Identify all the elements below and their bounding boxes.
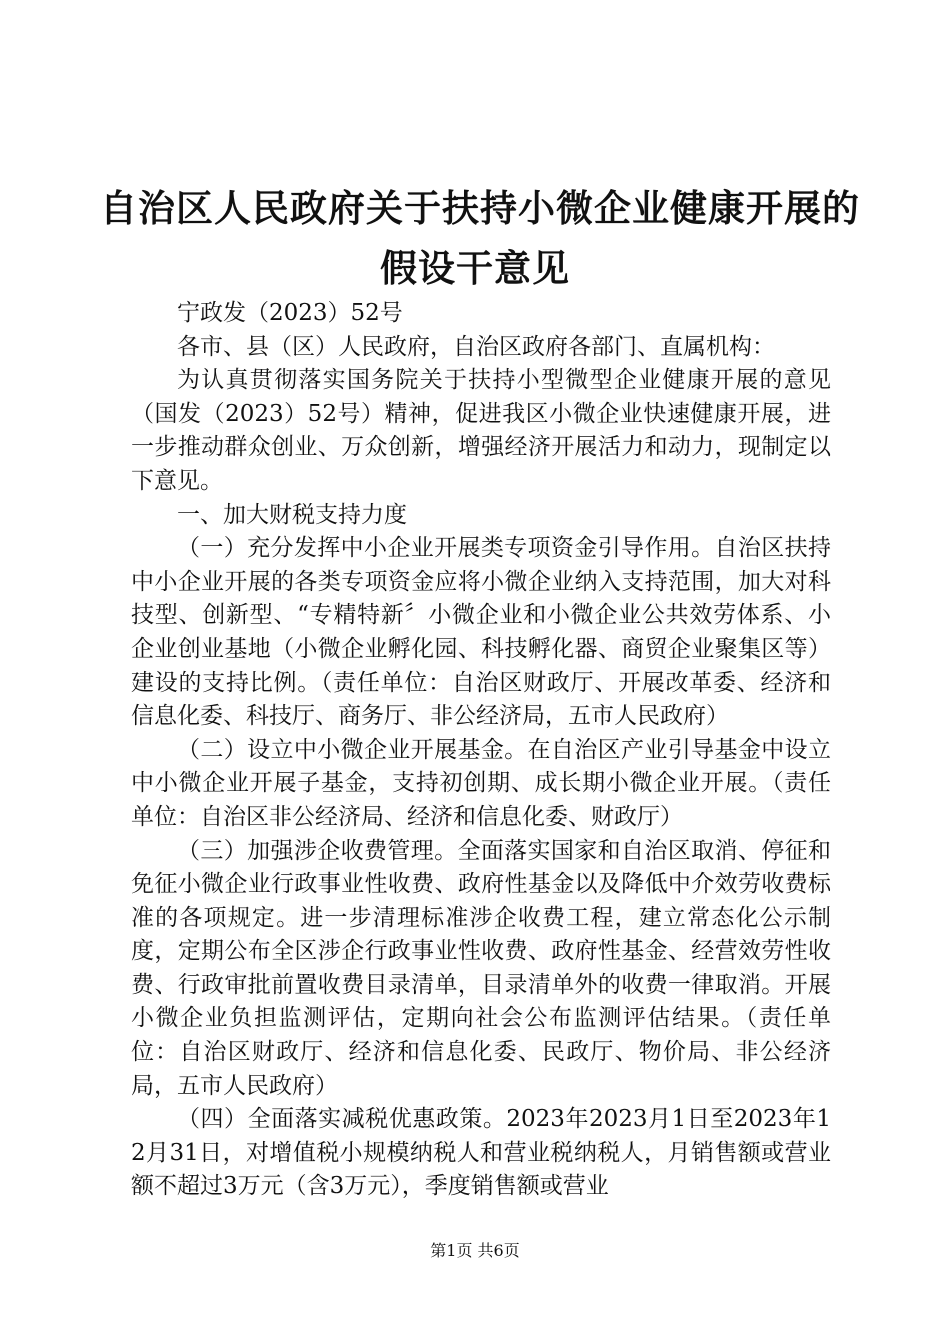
document-body xyxy=(131,297,831,1204)
page-footer: 第1页 共6页 xyxy=(430,1241,520,1260)
document-title-line-2: 假设干意见 xyxy=(380,246,570,290)
section-heading-1: 一、加大财税支持力度 xyxy=(177,501,407,528)
paragraph-item-2: （二）设立中小微企业开展基金。在自治区产业引导基金中设立中小微企业开展子基金，支持初创期、成长期小微企业开展。（责任单位：自治区非公经济局、经济和信息化委、财政厅） xyxy=(131,736,831,830)
paragraph-item-3: （三）加强涉企收费管理。全面落实国家和自治区取消、停征和免征小微企业行政事业性收费、政府性基金以及降低中介效劳收费标准的各项规定。进一步清理标准涉企收费工程，建立常态化公示制度，定期公布全区涉企行政事业性收费、政府性基金、经营效劳性收费、行政审批前置收费目录清单，目录清单外的收费一律取消。开展小微企业负担监测评估，定期向社会公布监测评估结果。（责任单位：自治区财政厅、经济和信息化委、民政厅、物价局、非公经济局，五市人民政府） xyxy=(131,837,831,1099)
paragraph-item-4: （四）全面落实减税优惠政策。2023年2023月1日至2023年12月31日，对增值税小规模纳税人和营业税纳税人，月销售额或营业额不超过3万元（含3万元），季度销售额或营业 xyxy=(131,1106,831,1200)
document-number: 宁政发（2023）52号 xyxy=(177,300,403,326)
intro-paragraph: 为认真贯彻落实国务院关于扶持小型微型企业健康开展的意见（国发（2023）52号）精神，促进我区小微企业快速健康开展，进一步推动群众创业、万众创新，增强经济开展活力和动力，现制定以下意见。 xyxy=(131,367,831,494)
addressee: 各市、县（区）人民政府，自治区政府各部门、直属机构： xyxy=(177,333,775,360)
paragraph-item-1: （一）充分发挥中小企业开展类专项资金引导作用。自治区扶持中小企业开展的各类专项资金应将小微企业纳入支持范围，加大对科技型、创新型、“专精特新〞小微企业和小微企业公共效劳体系、小企业创业基地（小微企业孵化园、科技孵化器、商贸企业聚集区等）建设的支持比例。（责任单位：自治区财政厅、开展改革委、经济和信息化委、科技厅、商务厅、非公经济局，五市人民政府） xyxy=(131,535,831,730)
document-title-line-1: 自治区人民政府关于扶持小微企业健康开展的 xyxy=(100,186,860,230)
